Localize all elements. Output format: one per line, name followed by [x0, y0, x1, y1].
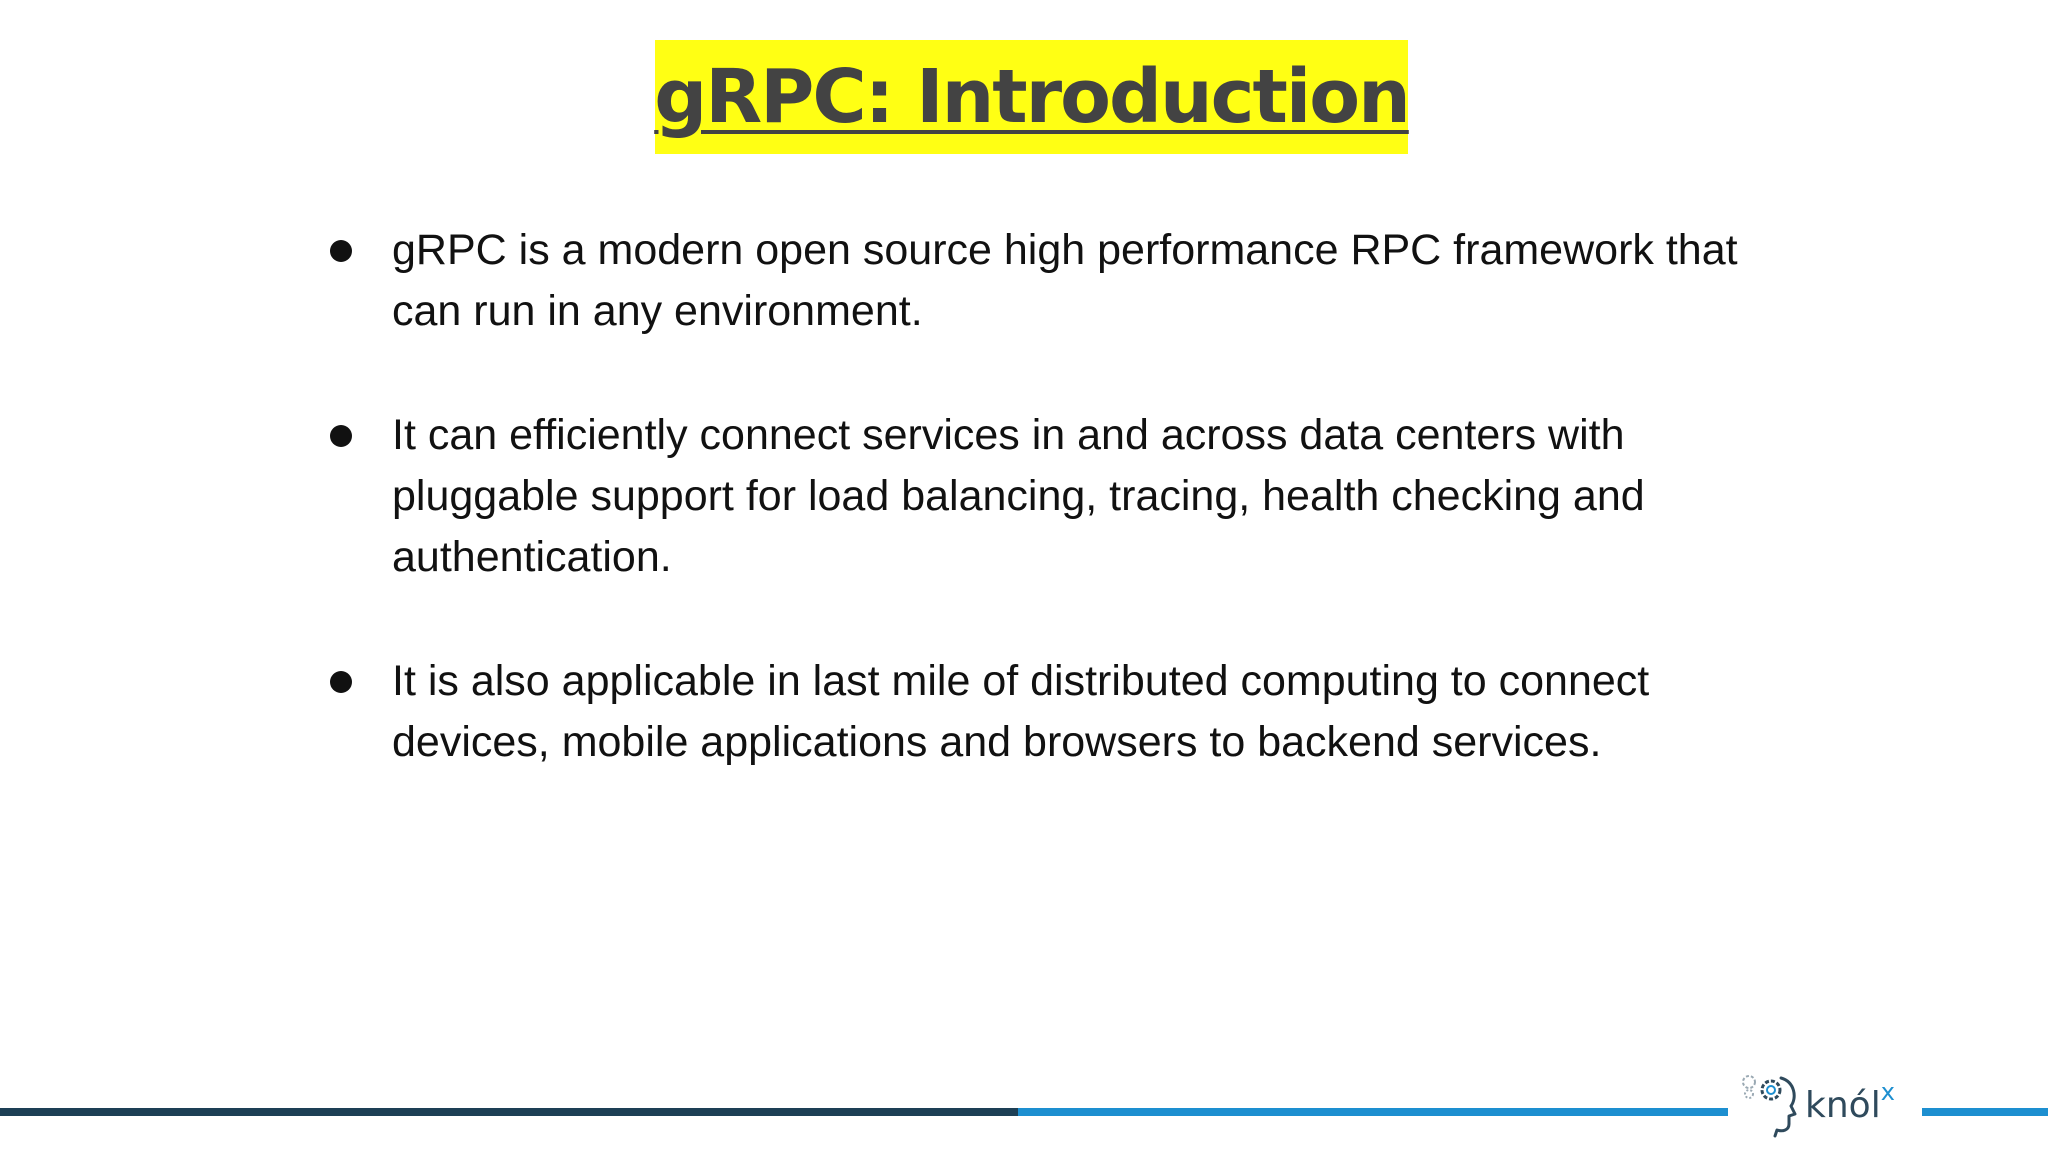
footer-line-blue: [1018, 1108, 1728, 1116]
knolx-logo: [1735, 1068, 1920, 1138]
bullet-dot-icon: [330, 240, 352, 262]
bullet-item: [330, 220, 1750, 342]
footer-line-dark: [0, 1108, 1018, 1116]
title-highlight: [655, 40, 1408, 154]
footer-line-blue-right: [1922, 1108, 2048, 1116]
logo-superscript: x: [1880, 1078, 1895, 1106]
bullet-item: [330, 405, 1750, 588]
bullet-text: gRPC is a modern open source high performance RPC framework that can run in any environment.: [392, 226, 1738, 335]
slide-title: gRPC: Introduction: [654, 54, 1409, 140]
logo-text: knól$^x$: [1805, 1078, 1895, 1126]
bullet-list: [330, 220, 1750, 836]
bullet-text: It is also applicable in last mile of distributed computing to connect devices, mobile applications and browsers to backend services.: [392, 657, 1650, 766]
bullet-dot-icon: [330, 671, 352, 693]
bullet-item: [330, 651, 1750, 773]
head-gears-icon: [1735, 1068, 1805, 1138]
bullet-text: It can efficiently connect services in and across data centers with pluggable support for load balancing, tracing, health checking and authentication.: [392, 411, 1645, 581]
bullet-dot-icon: [330, 425, 352, 447]
